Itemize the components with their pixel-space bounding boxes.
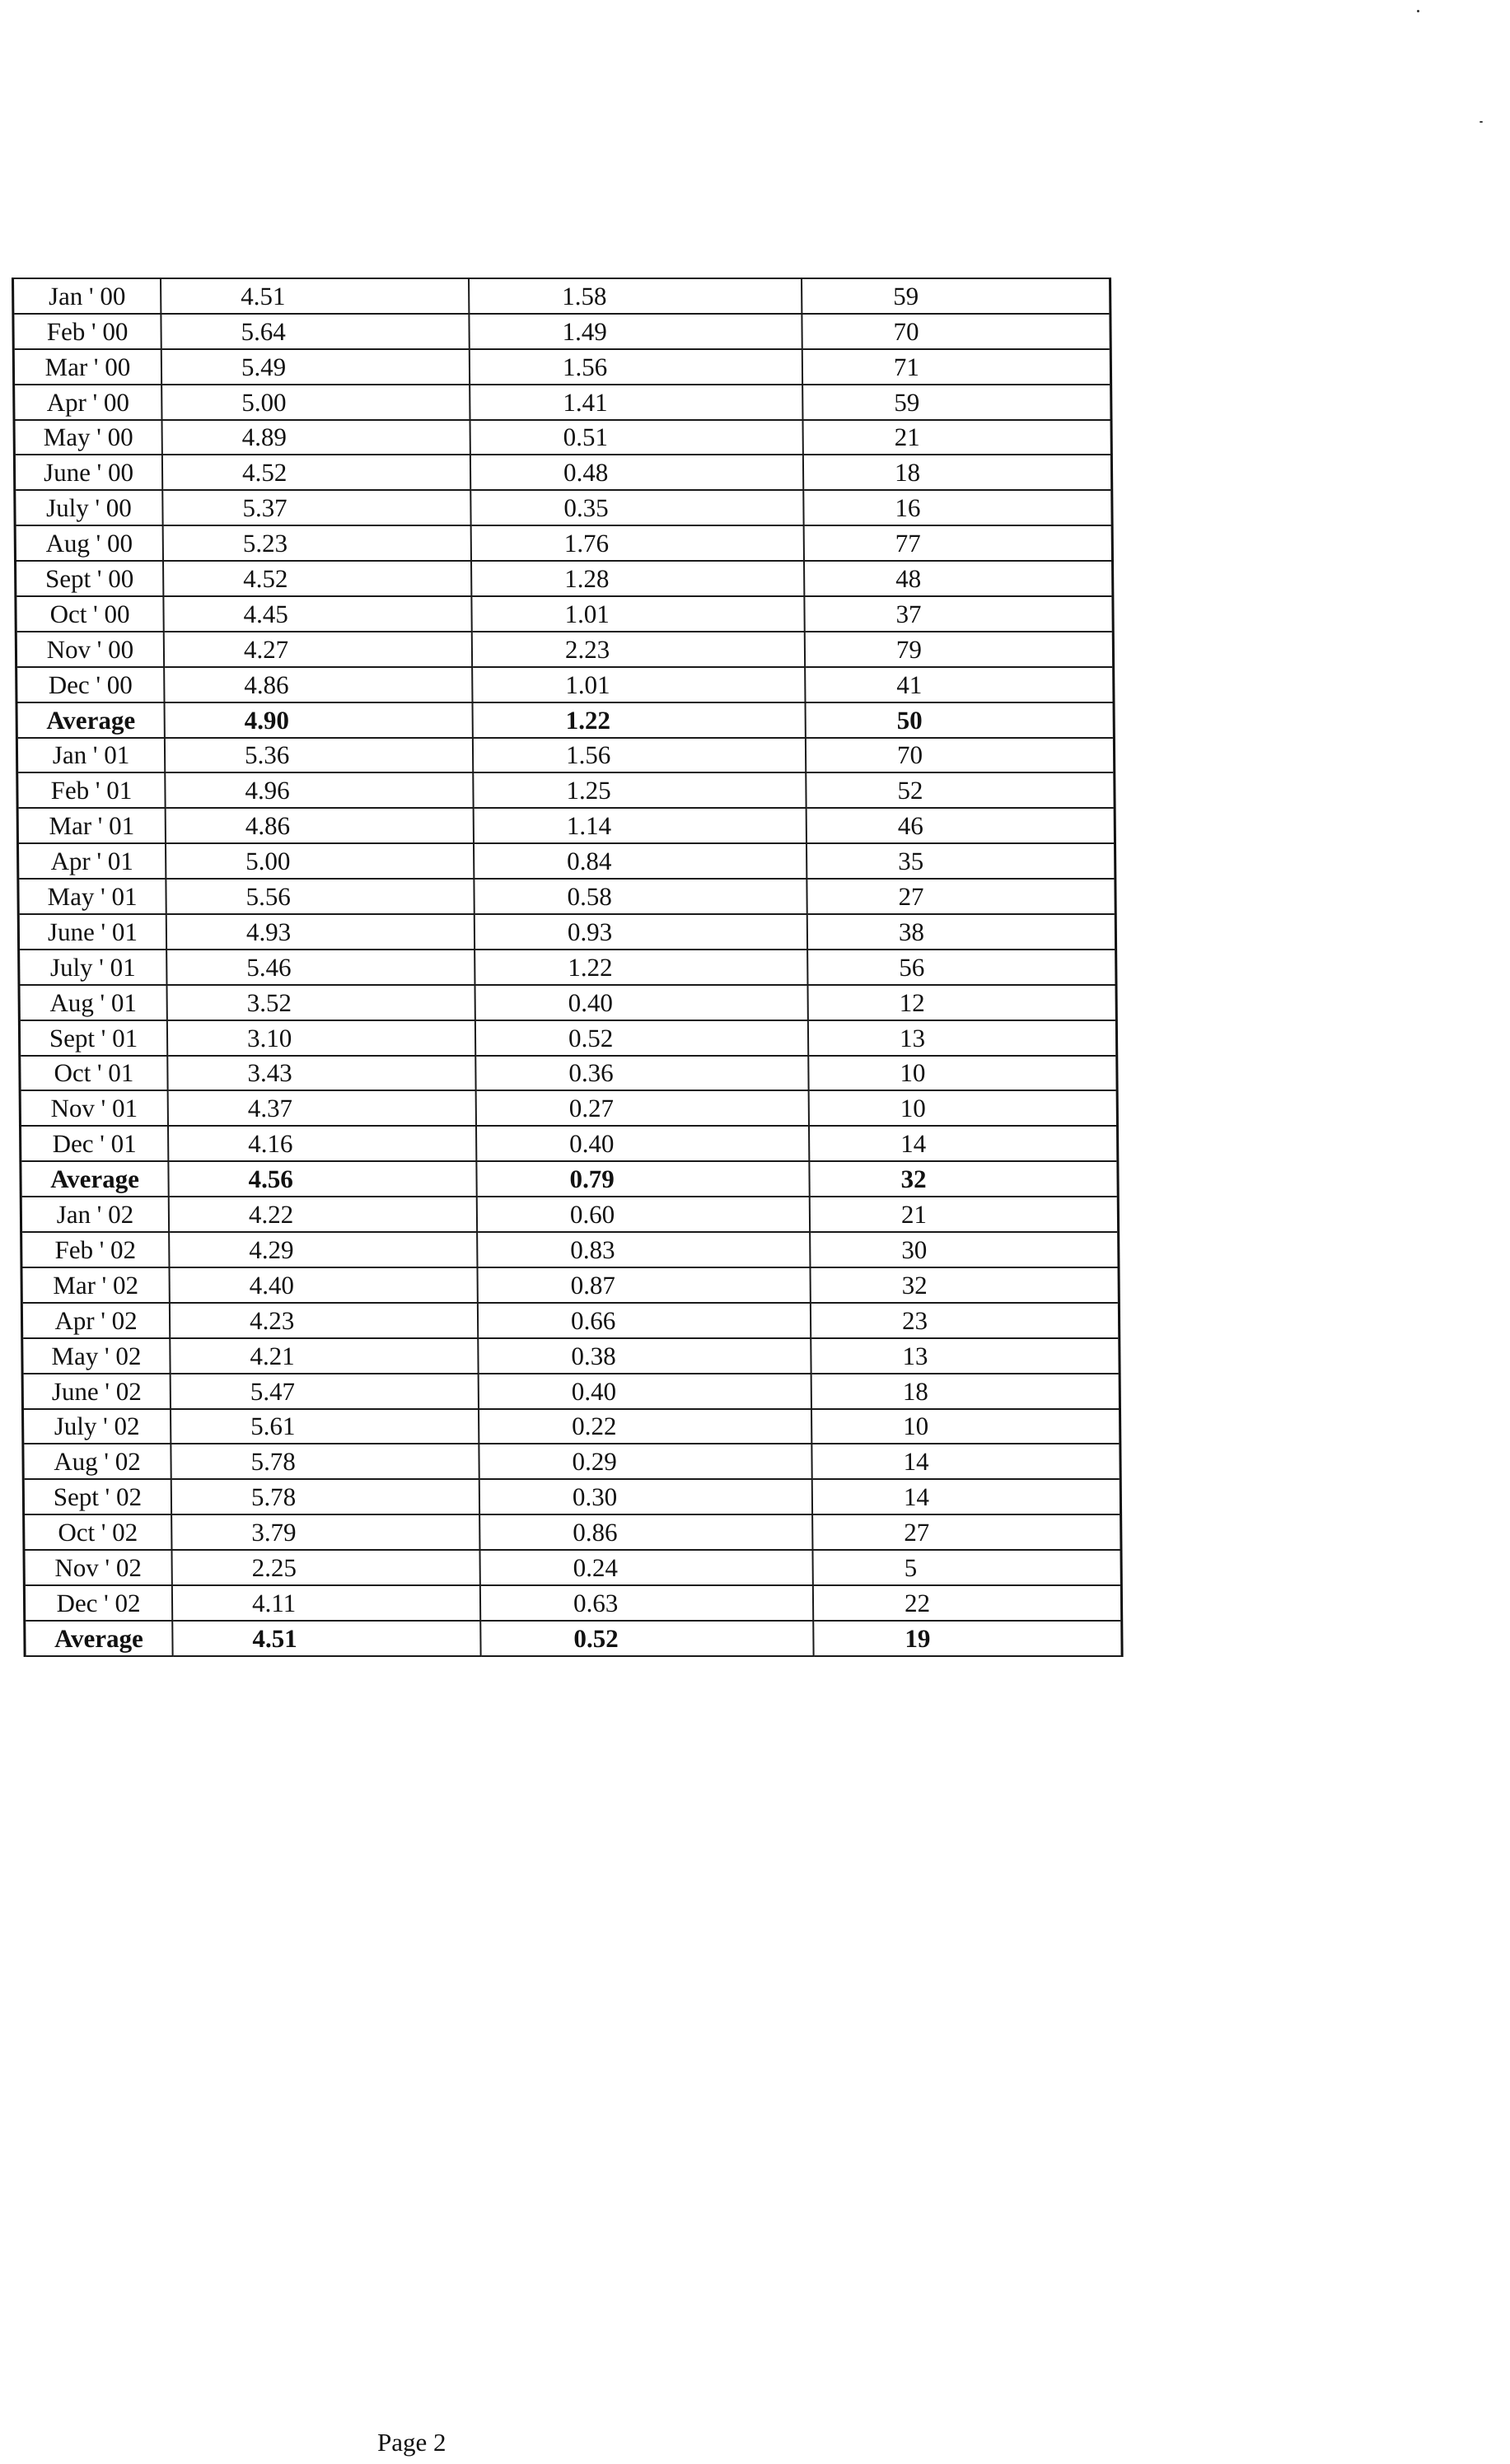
table-row (14, 455, 1111, 490)
value-a-cell: 2.25 (171, 1550, 479, 1585)
value-a-cell: 5.78 (171, 1444, 479, 1479)
value-b-cell: 0.79 (476, 1161, 809, 1197)
row-label-cell: Average (25, 1621, 173, 1656)
row-label-cell: Apr ' 00 (14, 385, 162, 420)
table-row (24, 1585, 1121, 1621)
table-row (15, 525, 1112, 561)
value-c-cell: 35 (806, 843, 1115, 879)
table-row (16, 632, 1113, 667)
value-a-cell: 4.11 (172, 1585, 480, 1621)
value-a-cell: 4.45 (163, 596, 471, 632)
value-a-cell: 3.52 (166, 985, 475, 1020)
row-label-cell: June ' 02 (22, 1374, 171, 1409)
value-b-cell: 1.58 (469, 278, 802, 314)
row-label-cell: Aug ' 01 (19, 985, 167, 1020)
value-b-cell: 0.38 (478, 1338, 811, 1374)
value-b-cell: 0.30 (479, 1479, 812, 1514)
value-b-cell: 1.22 (475, 950, 807, 985)
value-a-cell: 4.93 (166, 914, 475, 950)
value-b-cell: 1.25 (473, 772, 806, 808)
row-label-cell: Jan ' 00 (13, 278, 161, 314)
table-row (22, 1409, 1120, 1444)
table-row (17, 808, 1115, 843)
row-label-cell: Nov ' 01 (20, 1090, 168, 1126)
value-b-cell: 0.87 (477, 1267, 810, 1303)
value-c-cell: 32 (809, 1161, 1118, 1197)
value-b-cell: 0.40 (476, 1126, 809, 1161)
scan-speck (1417, 10, 1419, 12)
row-label-cell: Dec ' 01 (20, 1126, 168, 1161)
value-c-cell: 41 (805, 667, 1114, 702)
value-c-cell: 59 (802, 385, 1111, 420)
table-row (19, 985, 1116, 1020)
value-b-cell: 0.83 (477, 1232, 810, 1267)
row-label-cell: Apr ' 02 (21, 1303, 170, 1338)
value-a-cell: 4.27 (164, 632, 472, 667)
table-row (16, 667, 1114, 702)
value-b-cell: 1.22 (473, 702, 806, 738)
row-label-cell: Nov ' 00 (16, 632, 164, 667)
table-row (16, 596, 1113, 632)
value-c-cell: 13 (808, 1020, 1117, 1056)
value-c-cell: 46 (806, 808, 1115, 843)
average-row (25, 1621, 1122, 1656)
value-b-cell: 0.93 (475, 914, 807, 950)
value-b-cell: 0.58 (474, 879, 806, 914)
row-label-cell: Oct ' 01 (20, 1056, 168, 1091)
value-c-cell: 38 (807, 914, 1116, 950)
value-a-cell: 4.56 (168, 1161, 476, 1197)
value-a-cell: 4.21 (170, 1338, 478, 1374)
value-c-cell: 18 (803, 455, 1112, 490)
value-c-cell: 30 (810, 1232, 1119, 1267)
table-row (15, 490, 1112, 525)
value-b-cell: 0.40 (479, 1374, 811, 1409)
monthly-data-table (12, 278, 1124, 1657)
table-row (24, 1550, 1121, 1585)
value-b-cell: 1.76 (471, 525, 804, 561)
table-row (18, 914, 1115, 950)
value-a-cell: 5.56 (166, 879, 474, 914)
scan-speck (1480, 121, 1483, 123)
value-b-cell: 0.40 (475, 985, 807, 1020)
value-c-cell: 18 (811, 1374, 1120, 1409)
value-a-cell: 4.37 (168, 1090, 476, 1126)
table-row (16, 561, 1113, 596)
row-label-cell: Feb ' 02 (21, 1232, 170, 1267)
value-a-cell: 4.22 (169, 1197, 477, 1232)
value-a-cell: 5.37 (162, 490, 470, 525)
value-c-cell: 79 (805, 632, 1114, 667)
value-c-cell: 16 (803, 490, 1112, 525)
table-row (20, 1090, 1117, 1126)
value-a-cell: 4.86 (164, 667, 472, 702)
value-b-cell: 0.51 (470, 420, 803, 455)
value-c-cell: 50 (806, 702, 1115, 738)
table-row (20, 1126, 1117, 1161)
value-c-cell: 21 (810, 1197, 1119, 1232)
value-a-cell: 4.86 (166, 808, 474, 843)
row-label-cell: Average (16, 702, 165, 738)
table-row (14, 420, 1111, 455)
value-c-cell: 10 (808, 1056, 1117, 1091)
value-b-cell: 0.29 (479, 1444, 811, 1479)
value-c-cell: 48 (804, 561, 1113, 596)
row-label-cell: Nov ' 02 (24, 1550, 172, 1585)
table-row (13, 278, 1110, 314)
table-row (19, 1020, 1116, 1056)
value-c-cell: 70 (806, 738, 1115, 773)
table-row (13, 314, 1110, 349)
row-label-cell: Apr ' 01 (17, 843, 166, 879)
value-b-cell: 1.56 (473, 738, 806, 773)
value-c-cell: 12 (807, 985, 1116, 1020)
row-label-cell: July ' 02 (22, 1409, 171, 1444)
value-b-cell: 0.84 (474, 843, 806, 879)
row-label-cell: June ' 00 (14, 455, 162, 490)
value-a-cell: 4.29 (169, 1232, 477, 1267)
value-b-cell: 0.36 (475, 1056, 808, 1091)
row-label-cell: Mar ' 01 (17, 808, 166, 843)
table-row (22, 1374, 1120, 1409)
value-c-cell: 21 (803, 420, 1112, 455)
row-label-cell: Sept ' 02 (23, 1479, 171, 1514)
value-a-cell: 5.47 (171, 1374, 479, 1409)
value-a-cell: 3.10 (167, 1020, 475, 1056)
value-a-cell: 4.16 (168, 1126, 476, 1161)
value-a-cell: 4.96 (165, 772, 473, 808)
value-c-cell: 52 (806, 772, 1115, 808)
value-b-cell: 1.14 (474, 808, 806, 843)
value-c-cell: 14 (811, 1444, 1120, 1479)
value-a-cell: 4.52 (163, 561, 471, 596)
table-row (16, 738, 1114, 773)
row-label-cell: Dec ' 02 (24, 1585, 172, 1621)
value-a-cell: 3.43 (167, 1056, 475, 1091)
value-c-cell: 27 (812, 1514, 1121, 1550)
value-c-cell: 14 (809, 1126, 1118, 1161)
value-c-cell: 27 (806, 879, 1115, 914)
value-c-cell: 10 (811, 1409, 1120, 1444)
value-b-cell: 0.48 (470, 455, 803, 490)
table-row (21, 1197, 1118, 1232)
table-row (18, 879, 1115, 914)
value-b-cell: 0.60 (477, 1197, 810, 1232)
value-b-cell: 0.24 (479, 1550, 812, 1585)
value-c-cell: 59 (802, 278, 1110, 314)
value-a-cell: 5.49 (161, 349, 470, 385)
row-label-cell: Aug ' 00 (15, 525, 163, 561)
row-label-cell: Sept ' 00 (16, 561, 164, 596)
value-b-cell: 0.35 (470, 490, 803, 525)
value-c-cell: 22 (813, 1585, 1122, 1621)
value-b-cell: 1.41 (470, 385, 802, 420)
row-label-cell: Mar ' 00 (13, 349, 161, 385)
row-label-cell: Feb ' 01 (17, 772, 166, 808)
value-b-cell: 2.23 (472, 632, 805, 667)
table-row (23, 1444, 1120, 1479)
row-label-cell: May ' 01 (18, 879, 166, 914)
table-row (20, 1056, 1117, 1091)
value-c-cell: 14 (812, 1479, 1121, 1514)
row-label-cell: Sept ' 01 (19, 1020, 167, 1056)
row-label-cell: Feb ' 00 (13, 314, 161, 349)
value-a-cell: 4.52 (162, 455, 470, 490)
row-label-cell: Oct ' 02 (24, 1514, 172, 1550)
value-b-cell: 0.22 (479, 1409, 811, 1444)
value-c-cell: 56 (807, 950, 1116, 985)
row-label-cell: Mar ' 02 (21, 1267, 170, 1303)
row-label-cell: Oct ' 00 (16, 596, 164, 632)
row-label-cell: Jan ' 02 (21, 1197, 169, 1232)
value-c-cell: 32 (810, 1267, 1119, 1303)
value-b-cell: 0.63 (480, 1585, 813, 1621)
value-a-cell: 4.23 (170, 1303, 478, 1338)
average-row (21, 1161, 1118, 1197)
value-b-cell: 1.49 (469, 314, 802, 349)
table-row (17, 772, 1115, 808)
table-row (21, 1267, 1119, 1303)
row-label-cell: May ' 02 (22, 1338, 171, 1374)
row-label-cell: Jan ' 01 (16, 738, 165, 773)
table-row (13, 349, 1110, 385)
table-body (13, 278, 1123, 1656)
value-a-cell: 4.90 (165, 702, 473, 738)
value-c-cell: 77 (804, 525, 1113, 561)
value-c-cell: 19 (813, 1621, 1122, 1656)
value-a-cell: 3.79 (171, 1514, 479, 1550)
value-a-cell: 5.23 (163, 525, 471, 561)
value-a-cell: 4.51 (161, 278, 469, 314)
value-b-cell: 1.01 (472, 667, 805, 702)
value-a-cell: 4.89 (162, 420, 470, 455)
row-label-cell: Aug ' 02 (23, 1444, 171, 1479)
value-c-cell: 71 (802, 349, 1111, 385)
row-label-cell: Average (21, 1161, 169, 1197)
row-label-cell: June ' 01 (18, 914, 166, 950)
page-number: Page 2 (377, 2428, 446, 2457)
value-b-cell: 1.56 (470, 349, 802, 385)
table-row (17, 843, 1115, 879)
value-a-cell: 5.46 (166, 950, 475, 985)
table-row (23, 1479, 1120, 1514)
value-c-cell: 70 (802, 314, 1110, 349)
value-b-cell: 0.27 (476, 1090, 809, 1126)
value-a-cell: 4.40 (169, 1267, 477, 1303)
value-a-cell: 5.61 (171, 1409, 479, 1444)
value-a-cell: 5.36 (165, 738, 473, 773)
value-c-cell: 23 (811, 1303, 1120, 1338)
table-row (24, 1514, 1121, 1550)
value-b-cell: 1.28 (471, 561, 804, 596)
value-b-cell: 0.52 (480, 1621, 813, 1656)
value-b-cell: 1.01 (471, 596, 804, 632)
table-row (22, 1338, 1120, 1374)
value-a-cell: 5.78 (171, 1479, 479, 1514)
table-row (21, 1232, 1119, 1267)
average-row (16, 702, 1114, 738)
value-a-cell: 4.51 (172, 1621, 480, 1656)
value-c-cell: 37 (804, 596, 1113, 632)
row-label-cell: July ' 01 (19, 950, 167, 985)
value-c-cell: 13 (811, 1338, 1120, 1374)
value-a-cell: 5.00 (166, 843, 474, 879)
value-c-cell: 5 (812, 1550, 1121, 1585)
value-c-cell: 10 (809, 1090, 1118, 1126)
value-b-cell: 0.66 (478, 1303, 811, 1338)
value-a-cell: 5.64 (161, 314, 469, 349)
row-label-cell: May ' 00 (14, 420, 162, 455)
table-row (19, 950, 1116, 985)
table-row (21, 1303, 1119, 1338)
value-b-cell: 0.52 (475, 1020, 808, 1056)
row-label-cell: Dec ' 00 (16, 667, 165, 702)
row-label-cell: July ' 00 (15, 490, 163, 525)
value-b-cell: 0.86 (479, 1514, 812, 1550)
value-a-cell: 5.00 (161, 385, 470, 420)
table-row (14, 385, 1111, 420)
